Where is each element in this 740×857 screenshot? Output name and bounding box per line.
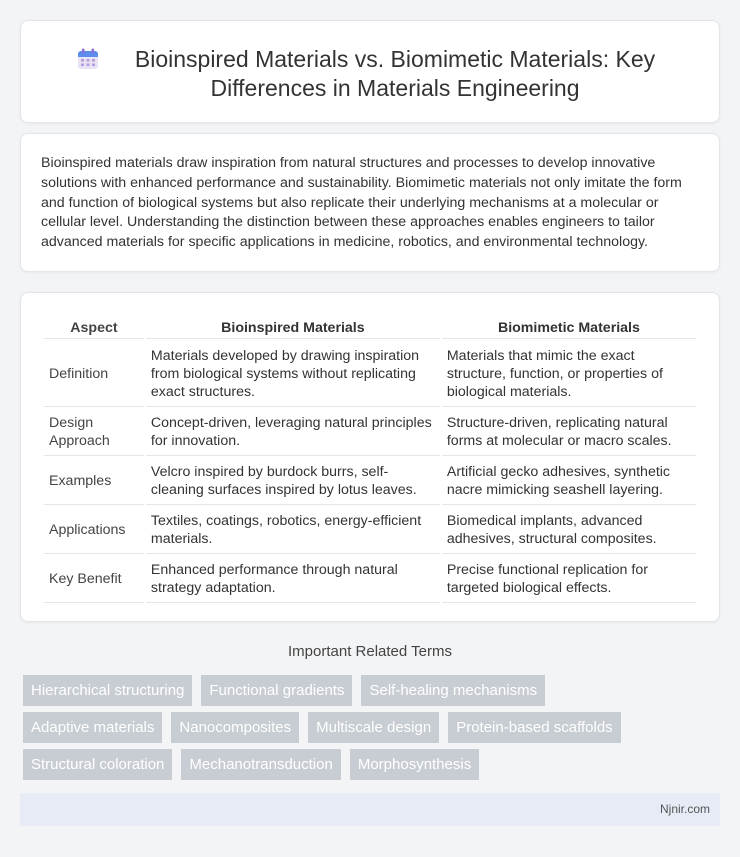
table-cell: Textiles, coatings, robotics, energy-efficient materials. <box>146 507 440 554</box>
intro-card <box>20 133 720 272</box>
table-cell: Design Approach <box>44 409 144 456</box>
footer <box>20 793 720 826</box>
tag-protein-based-scaffolds[interactable]: Protein-based scaffolds <box>448 712 620 743</box>
table-cell: Definition <box>44 341 144 407</box>
intro-paragraph: Bioinspired materials draw inspiration from natural structures and processes to develop innovative solutions with enhanced performance and sustainability. Biomimetic materials not only imitate the form and function of biological systems but also replicate their underlying mechanisms at a molecular or cellular level. Understanding the distinction between these approaches enables engineers to tailor advanced materials for specific applications in medicine, robotics, and environmental technology. <box>41 155 682 251</box>
table-row <box>44 341 696 407</box>
table-cell: Key Benefit <box>44 556 144 603</box>
table-row <box>44 409 696 456</box>
tag-morphosynthesis[interactable]: Morphosynthesis <box>350 749 479 780</box>
related-terms <box>20 675 720 786</box>
table-header-row <box>44 318 696 339</box>
column-header-aspect: Aspect <box>44 318 144 339</box>
tag-row <box>20 749 720 780</box>
tag-structural-coloration[interactable]: Structural coloration <box>23 749 172 780</box>
tag-hierarchical-structuring[interactable]: Hierarchical structuring <box>23 675 192 706</box>
table-cell: Examples <box>44 458 144 505</box>
table-row <box>44 507 696 554</box>
tag-row <box>20 675 720 706</box>
table-cell: Materials developed by drawing inspiration from biological systems without replicating exact structures. <box>146 341 440 407</box>
title-card <box>20 20 720 123</box>
footer-site-link[interactable]: Njnir.com <box>659 802 710 816</box>
tag-nanocomposites[interactable]: Nanocomposites <box>171 712 299 743</box>
table-cell: Velcro inspired by burdock burrs, self-cleaning surfaces inspired by lotus leaves. <box>146 458 440 505</box>
table-cell: Precise functional replication for targeted biological effects. <box>442 556 696 603</box>
table-row <box>44 556 696 603</box>
comparison-table <box>42 316 698 605</box>
table-cell: Structure-driven, replicating natural forms at molecular or macro scales. <box>442 409 696 456</box>
table-cell: Materials that mimic the exact structure, function, or properties of biological materials. <box>442 341 696 407</box>
table-cell: Biomedical implants, advanced adhesives, structural composites. <box>442 507 696 554</box>
comparison-card <box>20 292 720 622</box>
table-cell: Artificial gecko adhesives, synthetic nacre mimicking seashell layering. <box>442 458 696 505</box>
table-cell: Enhanced performance through natural strategy adaptation. <box>146 556 440 603</box>
page-title: Bioinspired Materials vs. Biomimetic Materials: Key Differences in Materials Engineering <box>134 46 656 101</box>
tag-mechanotransduction[interactable]: Mechanotransduction <box>181 749 340 780</box>
table-row <box>44 458 696 505</box>
tag-adaptive-materials[interactable]: Adaptive materials <box>23 712 162 743</box>
table-cell: Concept-driven, leveraging natural principles for innovation. <box>146 409 440 456</box>
related-terms-heading: Important Related Terms <box>288 643 452 660</box>
tag-self-healing-mechanisms[interactable]: Self-healing mechanisms <box>361 675 545 706</box>
table-cell: Applications <box>44 507 144 554</box>
column-header-bioinspired: Bioinspired Materials <box>146 318 440 339</box>
tag-multiscale-design[interactable]: Multiscale design <box>308 712 439 743</box>
tag-row <box>20 712 720 743</box>
column-header-biomimetic: Biomimetic Materials <box>442 318 696 339</box>
tag-functional-gradients[interactable]: Functional gradients <box>201 675 352 706</box>
